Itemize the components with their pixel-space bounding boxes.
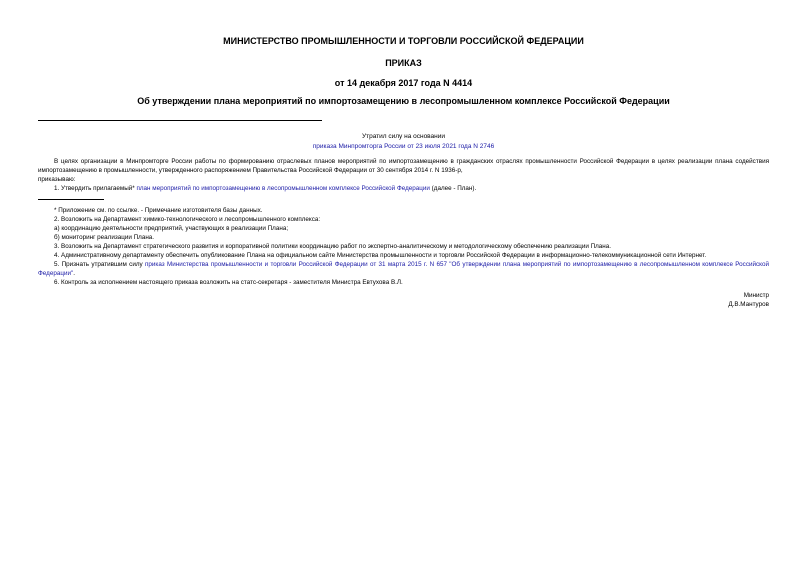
- status-note: Утратил силу на основании: [361, 133, 446, 140]
- document-body: [38, 157, 769, 309]
- preamble: В целях организации в Минпромторге России работы по формированию отраслевых планов мероприятий по импортозамещению в гражданских отраслях промышленности Российской Федерации в целях реализации плана содействия импортозамещению в промышленности, утвержденного распоряжением Правительства Российской Федерации от 30 сентября 2014 г. N 1936-р,: [38, 158, 769, 174]
- paragraph-1-suffix: (далее - План).: [431, 185, 477, 192]
- paragraph-2a: а) координацию деятельности предприятий, участвующих в реализации Плана;: [54, 225, 289, 232]
- paragraph-2b: б) мониторинг реализации Плана.: [54, 234, 155, 241]
- ministry-heading: МИНИСТЕРСТВО ПРОМЫШЛЕННОСТИ И ТОРГОВЛИ РОССИЙСКОЙ ФЕДЕРАЦИИ: [223, 36, 584, 46]
- paragraph-2: 2. Возложить на Департамент химико-технологического и лесопромышленного комплекса:: [54, 216, 321, 223]
- paragraph-1-prefix: 1. Утвердить прилагаемый*: [54, 185, 135, 192]
- footnote-divider: [38, 199, 104, 200]
- paragraph-5-prefix: 5. Признать утратившим силу: [54, 261, 143, 268]
- document-type: ПРИКАЗ: [385, 58, 422, 68]
- paragraph-6: 6. Контроль за исполнением настоящего приказа возложить на статс-секретаря - заместителя Министра Евтухова В.Л.: [54, 279, 403, 286]
- paragraph-1: [38, 184, 769, 193]
- paragraph-4: 4. Административному департаменту обеспечить опубликование Плана на официальном сайте Министерства промышленности и торговли Российской Федерации в информационно-телекоммуникационной сети Интернет.: [54, 252, 707, 259]
- header-divider: [38, 120, 322, 121]
- repealed-order-link[interactable]: приказ Министерства промышленности и торговли Российской Федерации от 31 марта 2015 г. N 657 "Об утверждении плана мероприятий по импортозамещению в лесопромышленном комплексе Российской Федерации": [38, 261, 770, 277]
- paragraph-3: 3. Возложить на Департамент стратегического развития и корпоративной политики координацию работ по экспертно-аналитическому и методологическому обеспечению реализации Плана.: [54, 243, 612, 250]
- signature-name: Д.В.Мантуров: [728, 301, 769, 308]
- signature-title: Министр: [743, 292, 769, 299]
- paragraph-5: [38, 260, 769, 278]
- plan-link[interactable]: план мероприятий по импортозамещению в лесопромышленном комплексе Российской Федерации: [136, 185, 430, 192]
- document-subject: Об утверждении плана мероприятий по импортозамещению в лесопромышленном комплексе Российской Федерации: [137, 96, 670, 106]
- order-word: приказываю:: [38, 176, 76, 183]
- footnote: * Приложение см. по ссылке. - Примечание изготовителя базы данных.: [54, 207, 263, 214]
- status-link[interactable]: приказа Минпромторга России от 23 июля 2021 года N 2746: [312, 143, 495, 150]
- paragraph-5-suffix: .: [73, 270, 75, 277]
- document-date-number: от 14 декабря 2017 года N 4414: [334, 78, 473, 88]
